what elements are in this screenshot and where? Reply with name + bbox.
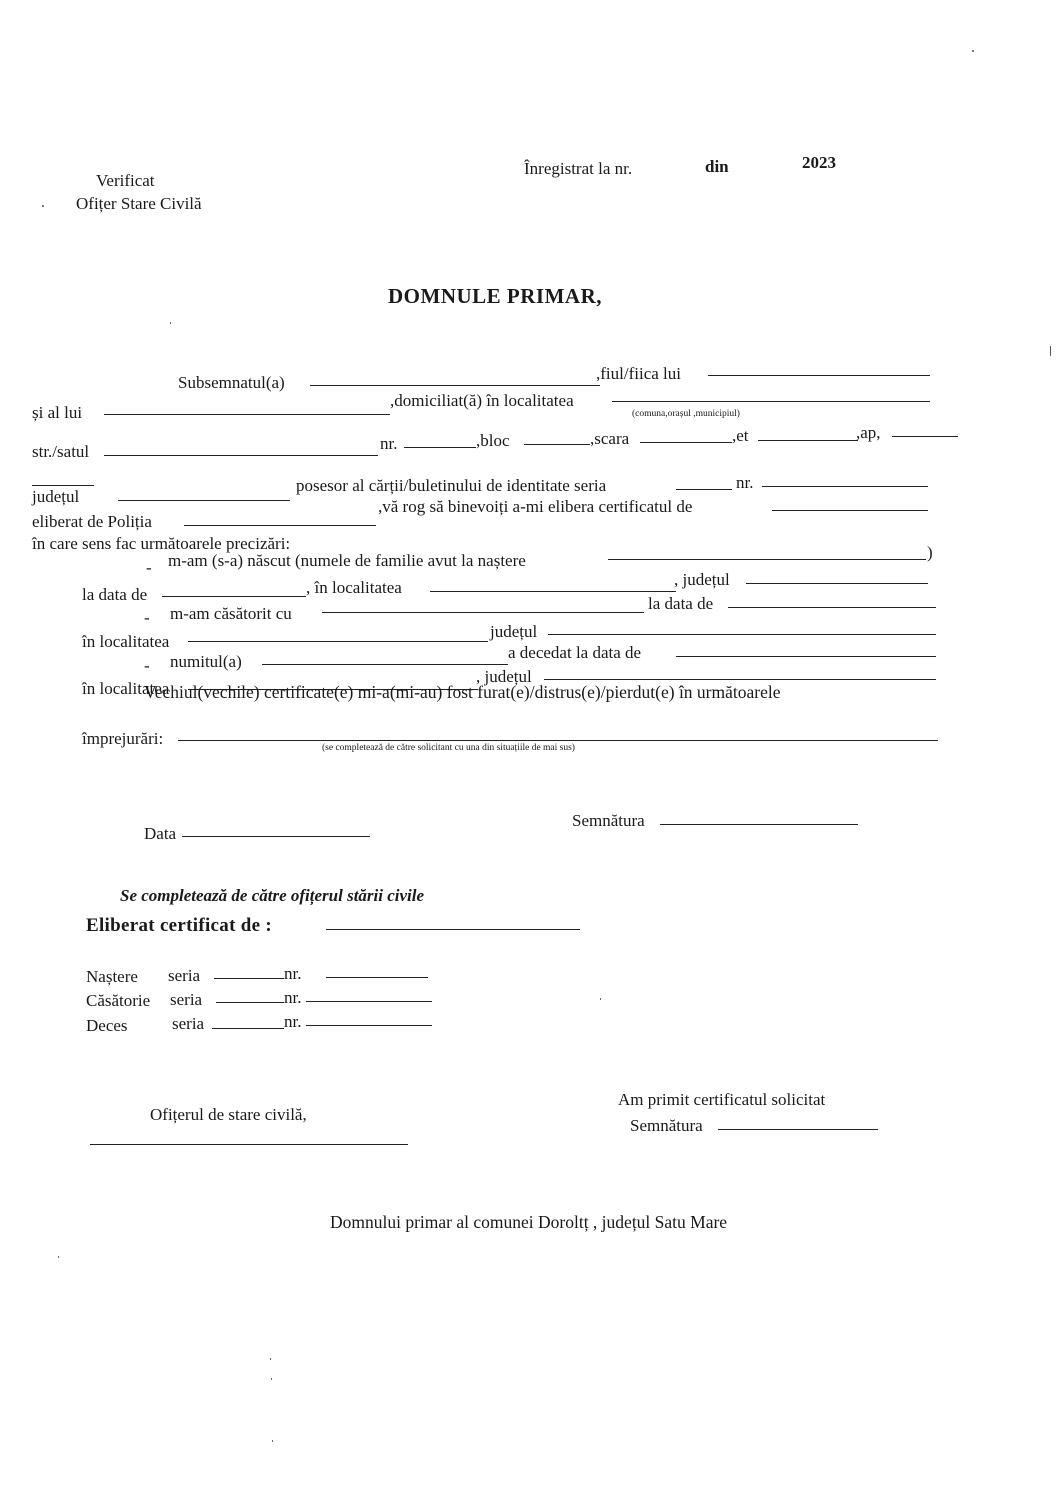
issued-certificate-label: Eliberat certificat de : xyxy=(86,915,273,936)
birth-locality-field[interactable] xyxy=(430,591,676,592)
death-nr-field[interactable] xyxy=(306,1025,432,1026)
street-label: str./satul xyxy=(32,442,90,461)
domiciled-label: ,domiciliat(ă) în localitatea xyxy=(390,391,574,410)
scan-speck xyxy=(170,322,171,324)
marriage-county-label: județul xyxy=(490,622,538,641)
marriage-locality-field[interactable] xyxy=(188,641,488,642)
locality-field[interactable] xyxy=(612,401,930,402)
deceased-label: a decedat la data de xyxy=(508,643,642,662)
old-certificates-label: Vechiul(vechile) certificate(e) mi-a(mi-au) fost furat(e)/distrus(e)/pierdut(e) în următoarele xyxy=(144,682,781,702)
scan-speck xyxy=(58,1256,59,1258)
death-series-field[interactable] xyxy=(212,1028,284,1029)
nr-label: nr. xyxy=(380,434,398,453)
addressee: Domnului primar al comunei Doroltț , județul Satu Mare xyxy=(330,1212,728,1232)
birth-county-label: , județul xyxy=(674,570,730,589)
birth-name-field[interactable] xyxy=(608,559,926,560)
death-row-series: seria xyxy=(172,1014,205,1033)
named-label: numitul(a) xyxy=(170,652,242,671)
born-label: m-am (s-a) născut (numele de familie avut la naștere xyxy=(168,551,526,570)
ap-field[interactable] xyxy=(892,436,958,437)
birth-row-nr: nr. xyxy=(284,964,302,983)
father-field[interactable] xyxy=(708,375,930,376)
marriage-date-label: la data de xyxy=(648,594,714,613)
undersigned-label: Subsemnatul(a) xyxy=(178,373,285,392)
officer-signature-field[interactable] xyxy=(90,1144,408,1145)
scan-speck xyxy=(270,1358,271,1360)
scan-speck xyxy=(1050,346,1051,356)
year-label: 2023 xyxy=(802,153,836,172)
son-daughter-label: ,fiul/fiica lui xyxy=(596,364,681,383)
birth-date-label: la data de xyxy=(82,585,148,604)
death-row-type: Deces xyxy=(86,1016,128,1035)
issued-certificate-field[interactable] xyxy=(326,929,580,930)
marriage-series-field[interactable] xyxy=(216,1002,284,1003)
death-locality-label: în localitatea xyxy=(82,679,170,698)
birth-county-field[interactable] xyxy=(746,583,928,584)
received-signature-label: Semnătura xyxy=(630,1116,703,1135)
id-nr-field[interactable] xyxy=(762,486,928,487)
fill-hint: (se completează de către solicitant cu una din situațiile de mai sus) xyxy=(322,743,575,753)
scan-speck xyxy=(42,205,44,207)
scara-field[interactable] xyxy=(640,442,732,443)
et-label: ,et xyxy=(732,426,749,445)
spouse-field[interactable] xyxy=(322,612,644,613)
id-series-field[interactable] xyxy=(676,489,732,490)
married-label: m-am căsătorit cu xyxy=(170,604,292,623)
et-field[interactable] xyxy=(758,440,858,441)
and-of-label: și al lui xyxy=(32,403,83,422)
marriage-locality-label: în localitatea xyxy=(82,632,170,651)
scan-speck xyxy=(972,50,974,52)
death-row-nr: nr. xyxy=(284,1012,302,1031)
date-label: Data xyxy=(144,824,177,843)
birth-row-type: Naștere xyxy=(86,967,138,986)
deceased-dash: - xyxy=(144,656,150,675)
marriage-row-series: seria xyxy=(170,990,203,1009)
marriage-nr-field[interactable] xyxy=(306,1001,432,1002)
date-field[interactable] xyxy=(182,836,370,837)
signature-label: Semnătura xyxy=(572,811,645,830)
id-nr-label: nr. xyxy=(736,473,754,492)
scan-speck xyxy=(272,1440,273,1442)
scan-speck xyxy=(600,998,601,1000)
issued-by-label: eliberat de Poliția xyxy=(32,512,152,531)
marriage-row-type: Căsătorie xyxy=(86,991,151,1010)
mother-field[interactable] xyxy=(104,414,390,415)
police-field[interactable] xyxy=(184,525,376,526)
officer-label: Ofițer Stare Civilă xyxy=(76,194,202,213)
county-label: județul xyxy=(32,487,80,506)
officer-note: Se completează de către ofițerul stării civile xyxy=(120,886,425,905)
certificate-type-field[interactable] xyxy=(772,510,928,511)
birth-series-field[interactable] xyxy=(214,978,284,979)
locality-hint: (comuna,orașul ,municipiul) xyxy=(632,409,740,419)
county-field[interactable] xyxy=(118,500,290,501)
circumstances-label: împrejurări: xyxy=(82,729,164,748)
registered-label: Înregistrat la nr. xyxy=(524,159,633,178)
married-dash: - xyxy=(144,608,150,627)
bloc-label: ,bloc xyxy=(476,431,510,450)
marriage-county-field[interactable] xyxy=(548,634,936,635)
request-label: ,vă rog să binevoiți a-mi elibera certificatul de xyxy=(378,497,693,516)
signature-field[interactable] xyxy=(660,824,858,825)
circumstances-field[interactable] xyxy=(178,740,938,741)
scara-label: ,scara xyxy=(590,429,630,448)
marriage-row-nr: nr. xyxy=(284,988,302,1007)
page-title: DOMNULE PRIMAR, xyxy=(388,284,602,308)
ap-label: ,ap, xyxy=(856,423,881,442)
county-overline xyxy=(32,485,94,486)
birth-date-field[interactable] xyxy=(162,596,306,597)
marriage-date-field[interactable] xyxy=(728,607,936,608)
verified-label: Verificat xyxy=(96,171,155,190)
holder-label: posesor al cărții/buletinului de identitate seria xyxy=(296,476,607,495)
details-label: în care sens fac următoarele precizări: xyxy=(32,534,291,553)
birth-nr-field[interactable] xyxy=(326,977,428,978)
death-county-field[interactable] xyxy=(544,679,936,680)
street-field[interactable] xyxy=(104,455,378,456)
death-county-label: , județul xyxy=(476,667,532,686)
received-signature-field[interactable] xyxy=(718,1129,878,1130)
bloc-field[interactable] xyxy=(524,444,590,445)
from-label: din xyxy=(705,157,729,176)
undersigned-field[interactable] xyxy=(310,385,600,386)
birth-row-series: seria xyxy=(168,966,201,985)
born-dash: - xyxy=(146,558,152,577)
born-close: ) xyxy=(927,543,933,562)
officer-signature-label: Ofițerul de stare civilă, xyxy=(150,1105,307,1124)
scan-speck xyxy=(271,1378,272,1380)
deceased-name-field[interactable] xyxy=(262,664,508,665)
nr-field[interactable] xyxy=(404,447,476,448)
received-label: Am primit certificatul solicitat xyxy=(618,1090,826,1109)
death-date-field[interactable] xyxy=(676,656,936,657)
birth-locality-label: , în localitatea xyxy=(306,578,402,597)
